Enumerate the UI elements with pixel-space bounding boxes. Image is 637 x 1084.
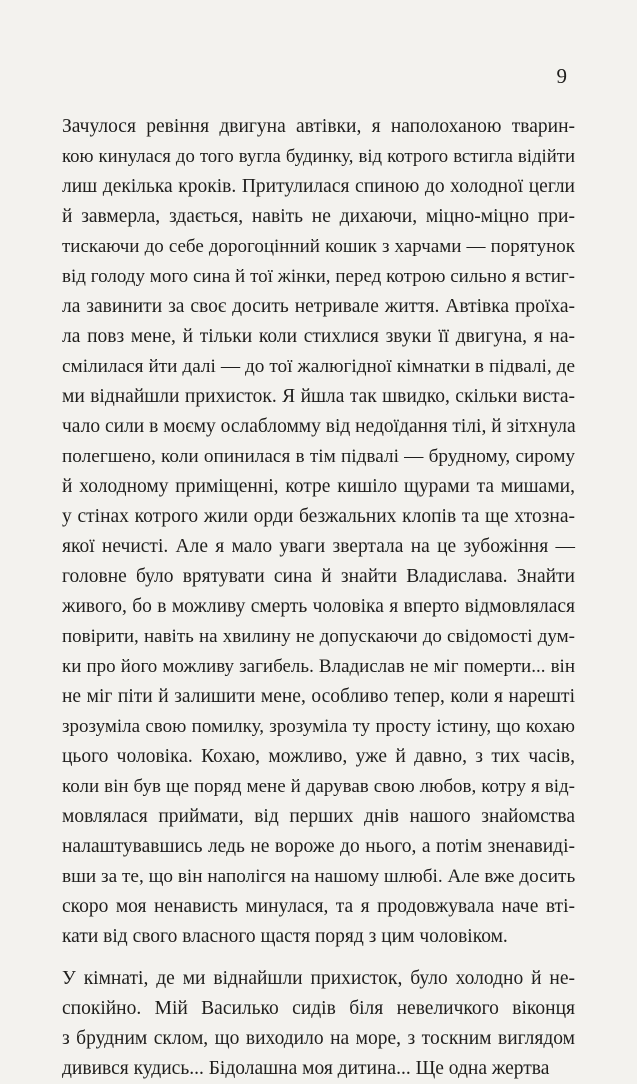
text-line: ла завинити за своє досить нетривале життя. Автівка проїха- [62,296,575,317]
text-line: тискаючи до себе дорогоцінний кошик з харчами — порятунок [62,236,575,257]
paragraph-gap [62,952,575,964]
text-line: якої нечисті. Але я мало уваги звертала на це зубожіння — [62,536,575,557]
text-line: У кімнаті, де ми віднайшли прихисток, було холодно й не- [62,968,575,989]
text-line: спокійно. Мій Василько сидів біля невеличкого віконця [62,998,575,1019]
text-line: зрозуміла свою помилку, зрозуміла ту просту істину, що кохаю [62,716,575,737]
text-line: з брудним склом, що виходило на море, з тоскним виглядом [62,1028,575,1049]
text-line: лиш декілька кроків. Притулилася спиною до холодної цегли [62,176,575,197]
text-line: кати від свого власного щастя поряд з цим чоловіком. [62,926,508,947]
text-line: повірити, навіть на хвилину не допускаючи до свідомості дум- [62,626,575,647]
text-line: кою кинулася до того вугла будинку, від котрого встигла відійти [62,146,575,167]
text-line: живого, бо в можливу смерть чоловіка я вперто відмовлялася [62,596,575,617]
text-line: цього чоловіка. Кохаю, можливо, уже й давно, з тих часів, [62,746,575,767]
text-line: налаштувавшись ледь не вороже до нього, а потім зненавиді- [62,836,575,857]
text-line: ки про його можливу загибель. Владислав не міг померти... він [62,656,575,677]
text-line: й завмерла, здається, навіть не дихаючи, міцно-міцно при- [62,206,575,227]
text-line: у стінах котрого жили орди безжальних клопів та ще хтозна- [62,506,575,527]
text-line: й холодному приміщенні, котре кишіло щурами та мишами, [62,476,575,497]
paragraph [62,112,575,952]
text-line: ла повз мене, й тільки коли стихлися звуки її двигуна, я на- [62,326,575,347]
text-line: головне було врятувати сина й знайти Владислава. Знайти [62,566,575,587]
text-line: від голоду мого сина й тої жінки, перед котрою сильно я встиг- [62,266,575,287]
text-line: скоро моя ненависть минулася, та я продовжувала наче вті- [62,896,575,917]
text-line: вши за те, що він наполігся на нашому шлюбі. Але вже досить [62,866,576,887]
paragraph [62,964,575,1084]
text-line: коли він був ще поряд мене й дарував свою любов, котру я від- [62,776,575,797]
text-line: Зачулося ревіння двигуна автівки, я наполоханою тварин- [62,116,575,137]
page-number: 9 [556,64,567,88]
text-line: смілилася йти далі — до тої жалюгідної кімнатки в підвалі, де [62,356,575,377]
body-text [62,112,575,1084]
text-line: ми віднайшли прихисток. Я йшла так швидко, скільки виста- [62,386,575,407]
text-line: мовлялася приймати, від перших днів нашого знайомства [62,806,575,827]
text-line: полегшено, коли опинилася в тім підвалі — брудному, сирому [62,446,575,467]
text-line: дивився кудись... Бідолашна моя дитина... Ще одна жертва [62,1058,550,1079]
text-line: чало сили в моєму ослабломму від недоїдання тілі, й зітхнула [62,416,576,437]
text-line: не міг піти й залишити мене, особливо тепер, коли я нарешті [62,686,575,707]
